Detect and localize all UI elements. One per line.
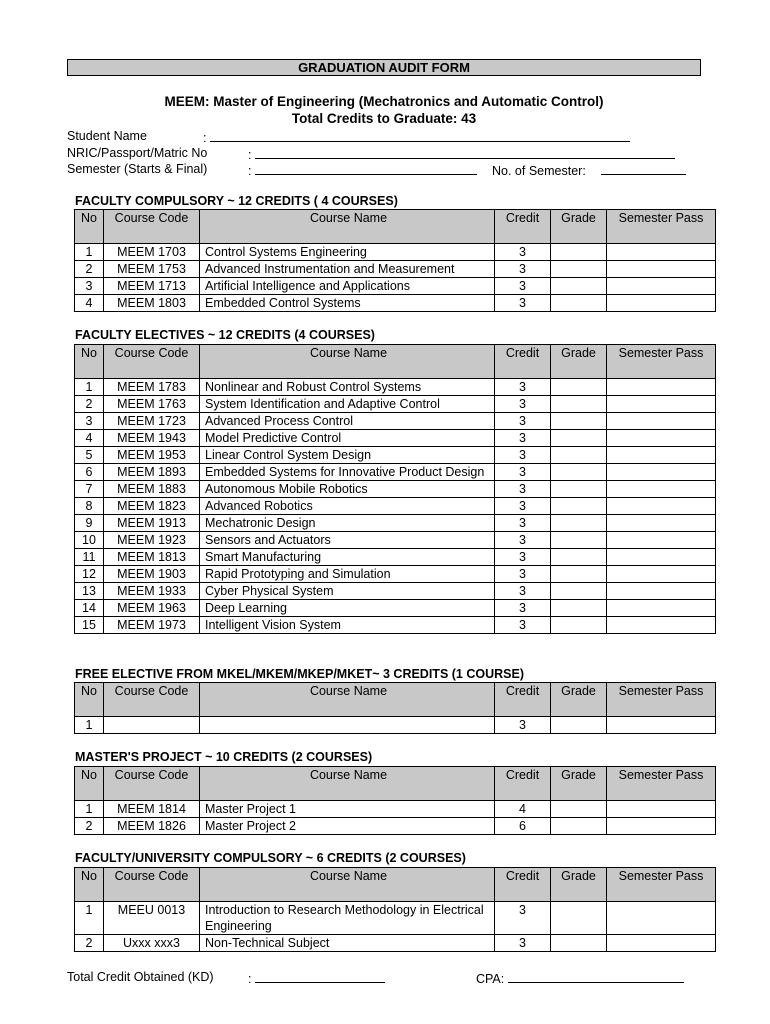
table-row xyxy=(75,549,716,566)
credit: 3 xyxy=(495,396,551,413)
nric-row xyxy=(67,146,207,160)
course-name: Artificial Intelligence and Applications xyxy=(200,278,495,295)
semester-pass-cell[interactable] xyxy=(607,261,716,278)
row-no: 1 xyxy=(75,717,104,734)
header-course-code: Course Code xyxy=(104,868,200,902)
semester-pass-cell[interactable] xyxy=(607,532,716,549)
table-row xyxy=(75,244,716,261)
course-name: Intelligent Vision System xyxy=(200,617,495,634)
header-credit: Credit xyxy=(495,868,551,902)
total-credits-required: Total Credits to Graduate: 43 xyxy=(291,111,477,126)
credit: 3 xyxy=(495,481,551,498)
course-code: MEEU 0013 xyxy=(104,902,200,935)
credit: 3 xyxy=(495,600,551,617)
course-code: MEEM 1963 xyxy=(104,600,200,617)
semester-pass-cell[interactable] xyxy=(607,447,716,464)
total-credit-field[interactable] xyxy=(255,970,385,983)
credit: 3 xyxy=(495,617,551,634)
course-code: MEEM 1826 xyxy=(104,818,200,835)
grade-cell[interactable] xyxy=(551,481,607,498)
grade-cell[interactable] xyxy=(551,278,607,295)
row-no: 2 xyxy=(75,396,104,413)
credit: 3 xyxy=(495,532,551,549)
table-row xyxy=(75,801,716,818)
student-name-label: Student Name xyxy=(67,129,147,143)
course-code: MEEM 1713 xyxy=(104,278,200,295)
row-no: 5 xyxy=(75,447,104,464)
header-credit: Credit xyxy=(495,767,551,801)
section-title: MASTER'S PROJECT ~ 10 CREDITS (2 COURSES) xyxy=(75,750,373,764)
course-code: MEEM 1783 xyxy=(104,379,200,396)
colon: : xyxy=(203,131,207,145)
course-name: Deep Learning xyxy=(200,600,495,617)
table-row xyxy=(75,935,716,952)
credit: 3 xyxy=(495,935,551,952)
semester-pass-cell[interactable] xyxy=(607,600,716,617)
course-code: MEEM 1903 xyxy=(104,566,200,583)
header-course-code: Course Code xyxy=(104,683,200,717)
grade-cell[interactable] xyxy=(551,515,607,532)
grade-cell[interactable] xyxy=(551,244,607,261)
credit: 3 xyxy=(495,566,551,583)
semester-pass-cell[interactable] xyxy=(607,801,716,818)
table-row xyxy=(75,295,716,312)
credit: 3 xyxy=(495,447,551,464)
table-row xyxy=(75,481,716,498)
credit: 3 xyxy=(495,902,551,935)
semester-pass-cell[interactable] xyxy=(607,430,716,447)
grade-cell[interactable] xyxy=(551,549,607,566)
row-no: 8 xyxy=(75,498,104,515)
header-no: No xyxy=(75,345,104,379)
colon: : xyxy=(248,164,252,178)
course-code: MEEM 1933 xyxy=(104,583,200,600)
semester-pass-cell[interactable] xyxy=(607,818,716,835)
course-name: Control Systems Engineering xyxy=(200,244,495,261)
header-no: No xyxy=(75,210,104,244)
grade-cell[interactable] xyxy=(551,413,607,430)
semester-field[interactable] xyxy=(255,162,477,175)
course-name: Smart Manufacturing xyxy=(200,549,495,566)
semester-pass-cell[interactable] xyxy=(607,379,716,396)
course-name: Autonomous Mobile Robotics xyxy=(200,481,495,498)
header-course-name: Course Name xyxy=(200,345,495,379)
total-credit-row xyxy=(67,970,214,984)
row-no: 1 xyxy=(75,379,104,396)
course-name: Embedded Systems for Innovative Product Design xyxy=(200,464,495,481)
grade-cell[interactable] xyxy=(551,498,607,515)
course-code: MEEM 1883 xyxy=(104,481,200,498)
header-credit: Credit xyxy=(495,345,551,379)
grade-cell[interactable] xyxy=(551,295,607,312)
row-no: 3 xyxy=(75,413,104,430)
grade-cell[interactable] xyxy=(551,935,607,952)
course-name xyxy=(200,717,495,734)
semester-pass-cell[interactable] xyxy=(607,413,716,430)
header-credit: Credit xyxy=(495,210,551,244)
credit: 3 xyxy=(495,464,551,481)
table-row xyxy=(75,430,716,447)
header-course-name: Course Name xyxy=(200,210,495,244)
total-credit-colon xyxy=(248,970,385,986)
table-row xyxy=(75,566,716,583)
credit: 3 xyxy=(495,379,551,396)
no-semester-field[interactable] xyxy=(601,162,686,175)
grade-cell[interactable] xyxy=(551,261,607,278)
table-row xyxy=(75,379,716,396)
table-row xyxy=(75,515,716,532)
course-name: Sensors and Actuators xyxy=(200,532,495,549)
course-name: Advanced Instrumentation and Measurement xyxy=(200,261,495,278)
semester-colon xyxy=(248,162,477,178)
header-course-code: Course Code xyxy=(104,210,200,244)
header-course-code: Course Code xyxy=(104,345,200,379)
row-no: 1 xyxy=(75,902,104,935)
header-course-code: Course Code xyxy=(104,767,200,801)
grade-cell[interactable] xyxy=(551,379,607,396)
grade-cell[interactable] xyxy=(551,464,607,481)
nric-label: NRIC/Passport/Matric No xyxy=(67,146,208,160)
grade-cell[interactable] xyxy=(551,566,607,583)
credit: 3 xyxy=(495,413,551,430)
header-course-name: Course Name xyxy=(200,767,495,801)
credit: 3 xyxy=(495,583,551,600)
student-name-row xyxy=(67,129,147,143)
row-no: 2 xyxy=(75,818,104,835)
semester-pass-cell[interactable] xyxy=(607,583,716,600)
header-grade: Grade xyxy=(551,210,607,244)
row-no: 9 xyxy=(75,515,104,532)
header-grade: Grade xyxy=(551,868,607,902)
grade-cell[interactable] xyxy=(551,583,607,600)
no-semester-label: No. of Semester: xyxy=(492,164,586,178)
course-code: Uxxx xxx3 xyxy=(104,935,200,952)
row-no: 2 xyxy=(75,261,104,278)
course-name: Non-Technical Subject xyxy=(200,935,495,952)
table-row xyxy=(75,902,716,935)
semester-pass-cell[interactable] xyxy=(607,549,716,566)
table-row xyxy=(75,396,716,413)
nric-colon xyxy=(248,146,675,162)
row-no: 4 xyxy=(75,430,104,447)
header-semester-pass: Semester Pass xyxy=(607,767,716,801)
header-grade: Grade xyxy=(551,345,607,379)
course-name: Master Project 1 xyxy=(200,801,495,818)
credit: 3 xyxy=(495,430,551,447)
course-name: Embedded Control Systems xyxy=(200,295,495,312)
course-code: MEEM 1823 xyxy=(104,498,200,515)
credit: 3 xyxy=(495,244,551,261)
credit: 3 xyxy=(495,498,551,515)
university-compulsory-table xyxy=(74,867,716,952)
row-no: 2 xyxy=(75,935,104,952)
course-code: MEEM 1943 xyxy=(104,430,200,447)
course-code: MEEM 1803 xyxy=(104,295,200,312)
semester-pass-cell[interactable] xyxy=(607,935,716,952)
section-title: FACULTY ELECTIVES ~ 12 CREDITS (4 COURSES) xyxy=(75,328,375,342)
section-title: FACULTY/UNIVERSITY COMPULSORY ~ 6 CREDITS (2 COURSES) xyxy=(75,851,466,865)
row-no: 3 xyxy=(75,278,104,295)
table-row xyxy=(75,261,716,278)
cpa-row xyxy=(476,970,684,986)
semester-pass-cell[interactable] xyxy=(607,515,716,532)
semester-pass-cell[interactable] xyxy=(607,295,716,312)
row-no: 1 xyxy=(75,244,104,261)
course-name: Model Predictive Control xyxy=(200,430,495,447)
credit: 3 xyxy=(495,549,551,566)
semester-pass-cell[interactable] xyxy=(607,244,716,261)
semester-pass-cell[interactable] xyxy=(607,278,716,295)
course-code: MEEM 1763 xyxy=(104,396,200,413)
semester-row xyxy=(67,162,207,176)
header-course-name: Course Name xyxy=(200,868,495,902)
row-no: 6 xyxy=(75,464,104,481)
credit: 3 xyxy=(495,278,551,295)
cpa-label: CPA: xyxy=(476,972,505,986)
table-row xyxy=(75,600,716,617)
header-grade: Grade xyxy=(551,767,607,801)
nric-field[interactable] xyxy=(255,146,675,159)
header-no: No xyxy=(75,868,104,902)
grade-cell[interactable] xyxy=(551,430,607,447)
grade-cell[interactable] xyxy=(551,617,607,634)
course-name: Advanced Process Control xyxy=(200,413,495,430)
semester-pass-cell[interactable] xyxy=(607,481,716,498)
table-row xyxy=(75,717,716,734)
course-name: Linear Control System Design xyxy=(200,447,495,464)
grade-cell[interactable] xyxy=(551,717,607,734)
grade-cell[interactable] xyxy=(551,396,607,413)
credit: 6 xyxy=(495,818,551,835)
row-no: 10 xyxy=(75,532,104,549)
free-elective-table xyxy=(74,682,716,734)
table-row xyxy=(75,278,716,295)
student-name-colon xyxy=(203,129,630,145)
row-no: 1 xyxy=(75,801,104,818)
semester-pass-cell[interactable] xyxy=(607,902,716,935)
course-code: MEEM 1753 xyxy=(104,261,200,278)
course-name: Introduction to Research Methodology in Electrical Engineering xyxy=(200,902,495,935)
course-code: MEEM 1973 xyxy=(104,617,200,634)
program-name: MEEM: Master of Engineering (Mechatronics and Automatic Control) xyxy=(164,94,604,109)
total-credit-label: Total Credit Obtained (KD) xyxy=(67,970,214,984)
semester-pass-cell[interactable] xyxy=(607,617,716,634)
table-row xyxy=(75,818,716,835)
masters-project-table xyxy=(74,766,716,835)
header-credit: Credit xyxy=(495,683,551,717)
credit: 3 xyxy=(495,717,551,734)
table-row xyxy=(75,583,716,600)
course-code: MEEM 1913 xyxy=(104,515,200,532)
semester-pass-cell[interactable] xyxy=(607,464,716,481)
course-name: Rapid Prototyping and Simulation xyxy=(200,566,495,583)
faculty-compulsory-table xyxy=(74,209,716,312)
course-code xyxy=(104,717,200,734)
course-code: MEEM 1813 xyxy=(104,549,200,566)
grade-cell[interactable] xyxy=(551,447,607,464)
colon: : xyxy=(248,972,252,986)
faculty-electives-table xyxy=(74,344,716,634)
semester-label: Semester (Starts & Final) xyxy=(67,162,208,176)
table-row xyxy=(75,464,716,481)
course-code: MEEM 1953 xyxy=(104,447,200,464)
header-no: No xyxy=(75,767,104,801)
credit: 3 xyxy=(495,261,551,278)
credit: 3 xyxy=(495,515,551,532)
course-code: MEEM 1703 xyxy=(104,244,200,261)
semester-pass-cell[interactable] xyxy=(607,717,716,734)
row-no: 13 xyxy=(75,583,104,600)
row-no: 12 xyxy=(75,566,104,583)
row-no: 11 xyxy=(75,549,104,566)
table-row xyxy=(75,413,716,430)
header-semester-pass: Semester Pass xyxy=(607,345,716,379)
course-name: Nonlinear and Robust Control Systems xyxy=(200,379,495,396)
row-no: 15 xyxy=(75,617,104,634)
header-course-name: Course Name xyxy=(200,683,495,717)
section-title: FREE ELECTIVE FROM MKEL/MKEM/MKEP/MKET~ 3 CREDITS (1 COURSE) xyxy=(75,667,524,681)
grade-cell[interactable] xyxy=(551,902,607,935)
table-row xyxy=(75,498,716,515)
form-title: GRADUATION AUDIT FORM xyxy=(67,59,701,76)
row-no: 4 xyxy=(75,295,104,312)
course-name: System Identification and Adaptive Control xyxy=(200,396,495,413)
table-row xyxy=(75,617,716,634)
course-code: MEEM 1814 xyxy=(104,801,200,818)
row-no: 7 xyxy=(75,481,104,498)
course-name: Cyber Physical System xyxy=(200,583,495,600)
grade-cell[interactable] xyxy=(551,801,607,818)
cpa-field[interactable] xyxy=(508,970,684,983)
course-code: MEEM 1723 xyxy=(104,413,200,430)
semester-pass-cell[interactable] xyxy=(607,498,716,515)
grade-cell[interactable] xyxy=(551,532,607,549)
student-name-field[interactable] xyxy=(210,129,630,142)
course-name: Master Project 2 xyxy=(200,818,495,835)
semester-pass-cell[interactable] xyxy=(607,396,716,413)
grade-cell[interactable] xyxy=(551,600,607,617)
no-semester-row xyxy=(492,162,686,178)
table-row xyxy=(75,532,716,549)
course-code: MEEM 1923 xyxy=(104,532,200,549)
grade-cell[interactable] xyxy=(551,818,607,835)
row-no: 14 xyxy=(75,600,104,617)
credit: 4 xyxy=(495,801,551,818)
header-semester-pass: Semester Pass xyxy=(607,210,716,244)
course-name: Advanced Robotics xyxy=(200,498,495,515)
course-name: Mechatronic Design xyxy=(200,515,495,532)
course-code: MEEM 1893 xyxy=(104,464,200,481)
header-semester-pass: Semester Pass xyxy=(607,868,716,902)
section-title: FACULTY COMPULSORY ~ 12 CREDITS ( 4 COURSES) xyxy=(75,194,398,208)
header-grade: Grade xyxy=(551,683,607,717)
header-semester-pass: Semester Pass xyxy=(607,683,716,717)
table-row xyxy=(75,447,716,464)
colon: : xyxy=(248,148,252,162)
semester-pass-cell[interactable] xyxy=(607,566,716,583)
credit: 3 xyxy=(495,295,551,312)
header-no: No xyxy=(75,683,104,717)
